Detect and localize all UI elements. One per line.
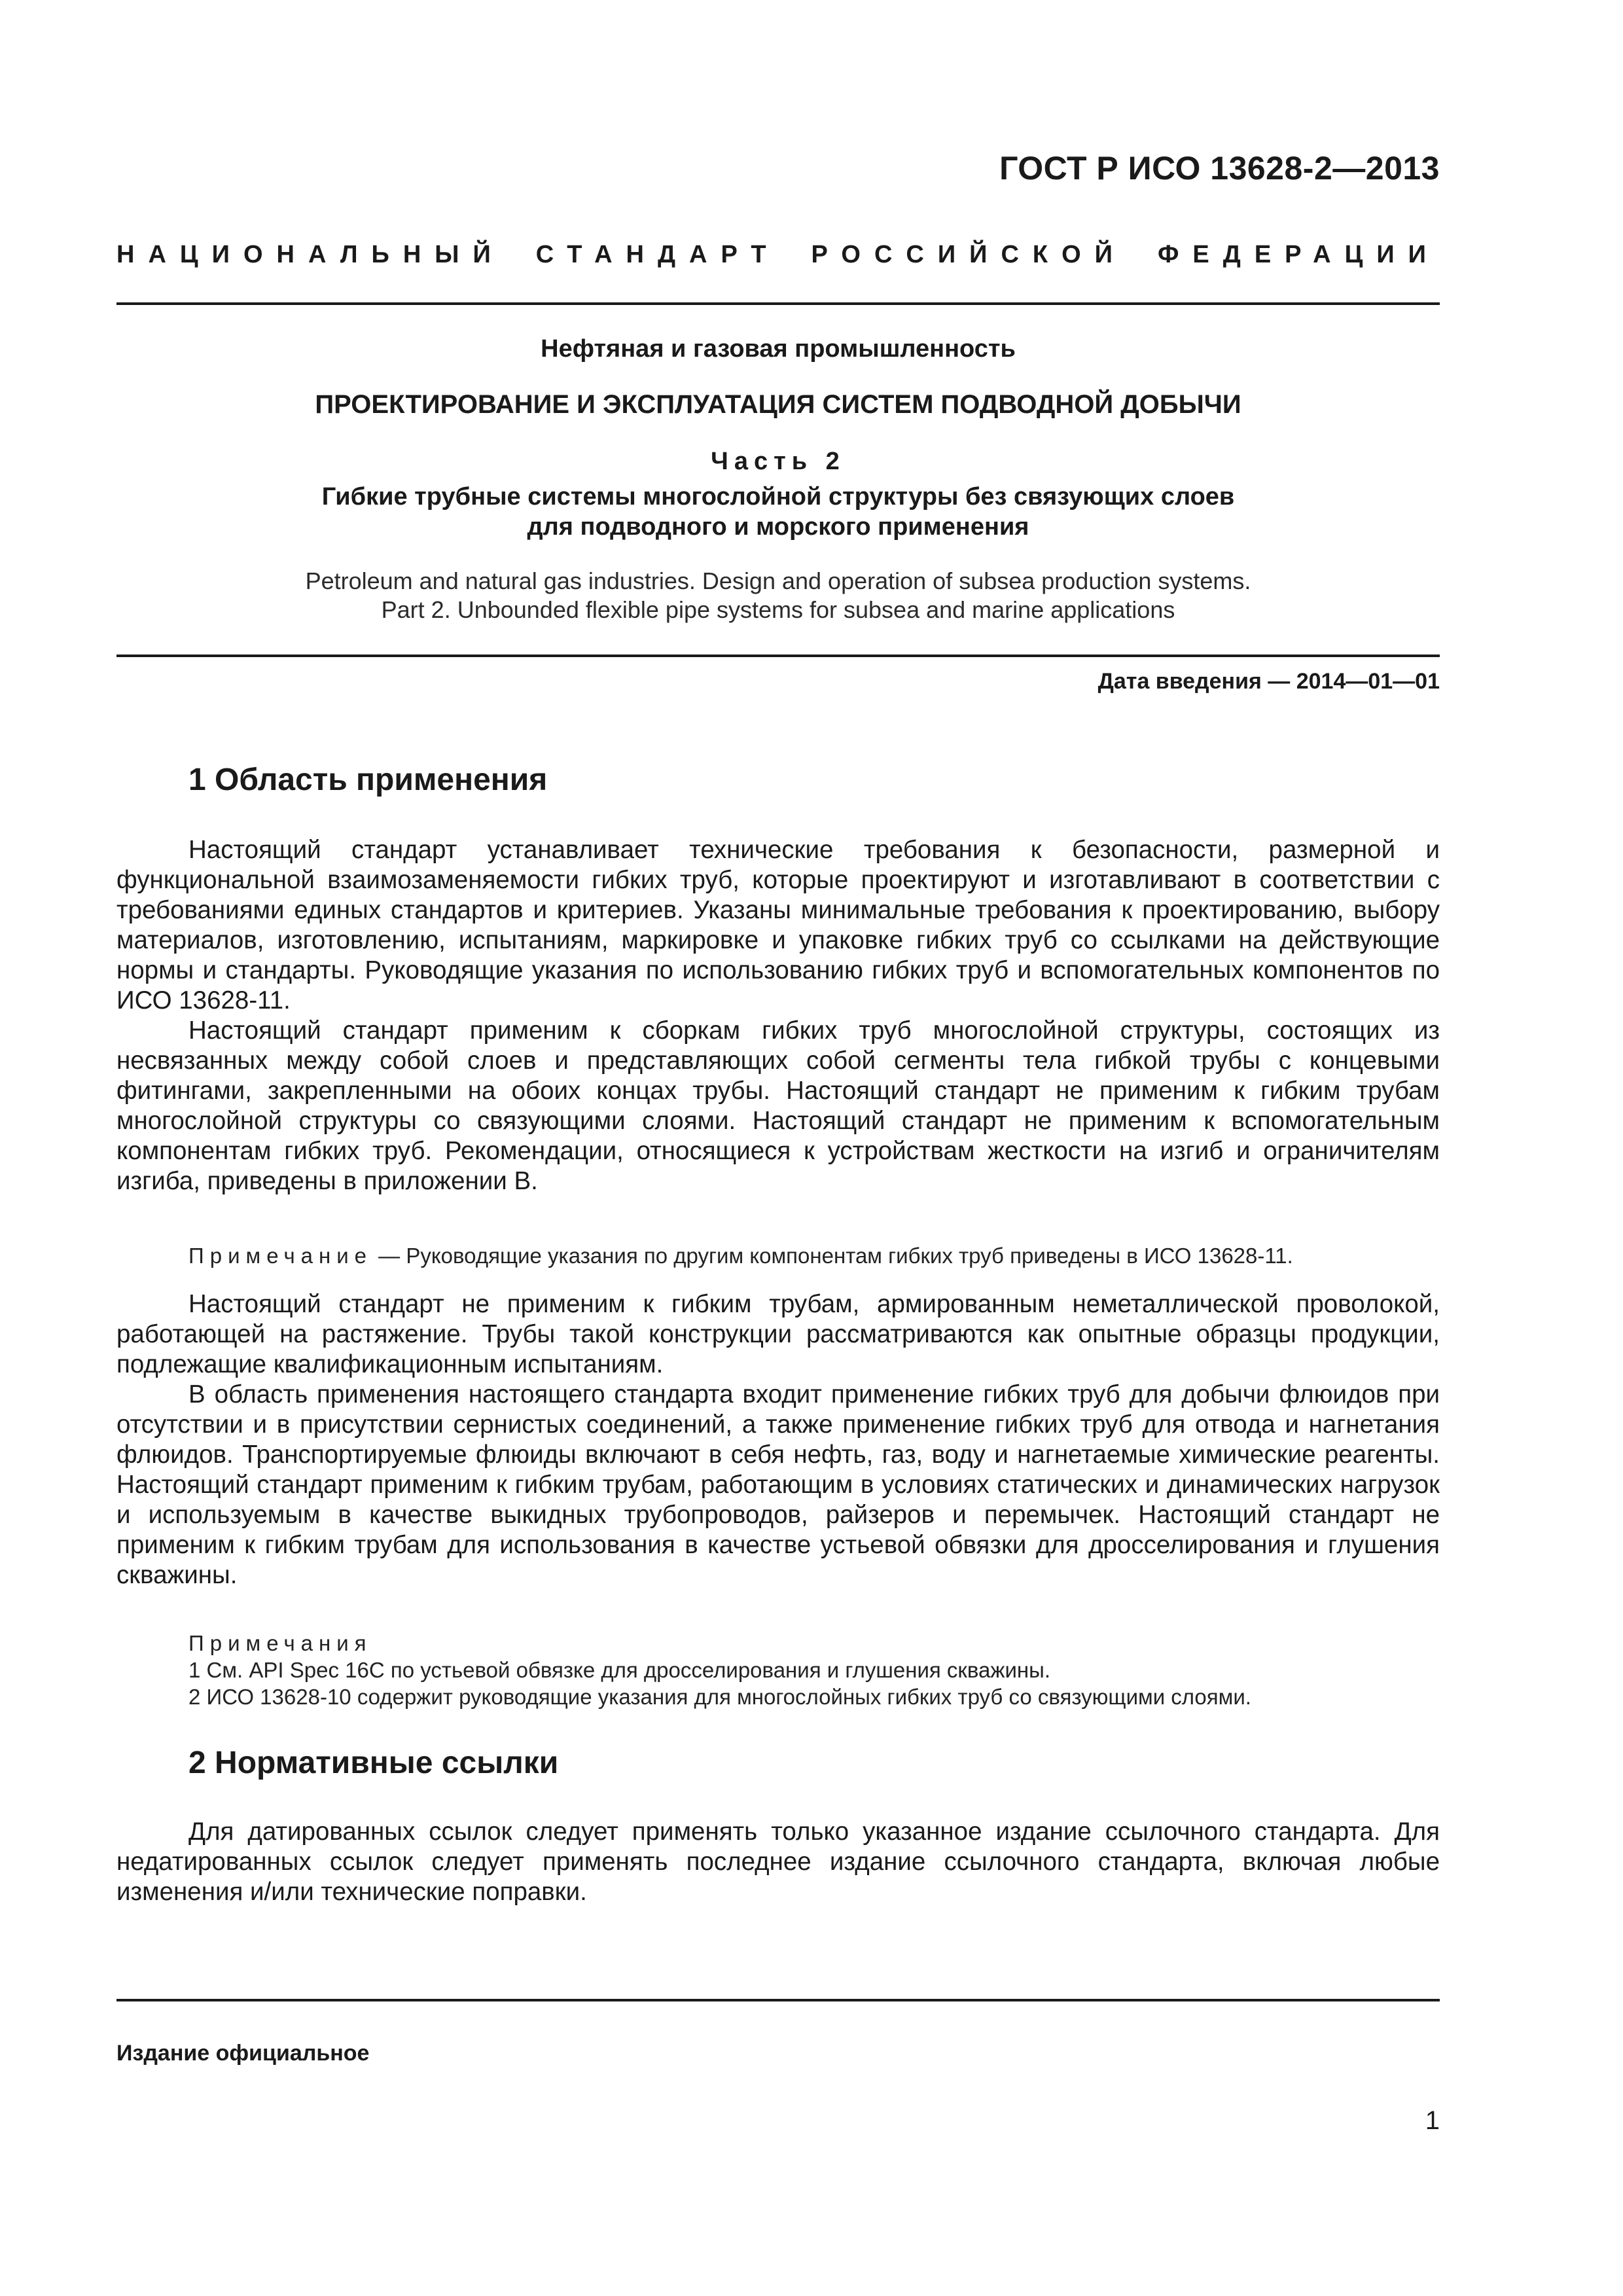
section-1-heading: 1 Область применения (188, 762, 548, 797)
document-subtitle (116, 482, 1440, 542)
page-number: 1 (1425, 2106, 1440, 2135)
section-2-paragraph-1: Для датированных ссылок следует применять только указанное издание ссылочного стандарта. Для недатированных ссылок следует применять последнее издание ссылочного стандарта, включая любые изменения и/или технические поправки. (116, 1818, 1440, 1906)
notes-label: Примечания (188, 1631, 372, 1655)
subtitle-line-2: для подводного и морского применения (527, 513, 1029, 541)
national-standard-banner: НАЦИОНАЛЬНЫЙ СТАНДАРТ РОССИЙСКОЙ ФЕДЕРАЦИИ (116, 241, 1440, 268)
title-divider (116, 655, 1440, 657)
note-item-1: 1 См. API Spec 16C по устьевой обвязке для дросселирования и глушения скважины. (188, 1658, 1051, 1682)
section-1-paragraph-4: В область применения настоящего стандарта входит применение гибких труб для добычи флюидов при отсутствии и в присутствии сернистых соединений, а также применение гибких труб для отвода и нагнетания флюидов. Транспортируемые флюиды включают в себя нефть, газ, воду и нагнетаемые химические реагенты. Настоящий стандарт применим к гибким трубам, работающим в условиях статических и динамических нагрузок и используемым в качестве выкидных трубопроводов, райзеров и перемычек. Настоящий стандарт не применим к гибким трубам для использования в качестве устьевой обвязки для дросселирования и глушения скважины. (116, 1380, 1440, 1589)
introduction-date: Дата введения — 2014—01—01 (1097, 669, 1440, 694)
footer-divider (116, 1999, 1440, 2001)
note-text: — Руководящие указания по другим компонентам гибких труб приведены в ИСО 13628-11. (372, 1244, 1293, 1268)
section-1-body-b (116, 1289, 1440, 1590)
section-1-paragraph-2: Настоящий стандарт применим к сборкам гибких труб многослойной структуры, состоящих из несвязанных между собой слоев и представляющих собой сегменты тела гибкой трубы с концевыми фитингами, закрепленными на обоих концах трубы. Настоящий стандарт не применим к гибким трубам многослойной структуры со связующими слоями. Настоящий стандарт не применим к вспомогательным компонентам гибких труб. Рекомендации, относящиеся к устройствам жесткости на изгиб и ограничителям изгиба, приведены в приложении В. (116, 1016, 1440, 1195)
document-title: ПРОЕКТИРОВАНИЕ И ЭКСПЛУАТАЦИЯ СИСТЕМ ПОДВОДНОЙ ДОБЫЧИ (315, 390, 1241, 419)
section-1-paragraph-3: Настоящий стандарт не применим к гибким трубам, армированным неметаллической проволокой, работающей на растяжение. Трубы такой конструкции рассматриваются как опытные образцы продукции, подлежащие квалификационным испытаниям. (116, 1290, 1440, 1378)
official-edition-label: Издание официальное (116, 2041, 370, 2066)
note-item-2: 2 ИСО 13628-10 содержит руководящие указания для многослойных гибких труб со связующими слоями. (188, 1685, 1251, 1709)
section-1-body-a (116, 835, 1440, 1196)
note-label: Примечание (188, 1244, 373, 1268)
section-2-heading: 2 Нормативные ссылки (188, 1746, 559, 1780)
section-1-paragraph-1: Настоящий стандарт устанавливает технические требования к безопасности, размерной и функциональной взаимозаменяемости гибких труб, которые проектируют и изготавливают в соответствии с требованиями единых стандартов и критериев. Указаны минимальные требования к проектированию, выбору материалов, изготовлению, испытаниям, маркировке и упаковке гибких труб со ссылками на действующие нормы и стандарты. Руководящие указания по использованию гибких труб и вспомогательных компонентов по ИСО 13628-11. (116, 836, 1440, 1014)
subtitle-line-1: Гибкие трубные системы многослойной структуры без связующих слоев (321, 483, 1235, 511)
english-title-line-1: Petroleum and natural gas industries. Design and operation of subsea production systems. (305, 567, 1251, 594)
section-1-note (188, 1242, 1440, 1269)
header-divider (116, 302, 1440, 305)
english-title (116, 567, 1440, 624)
part-label: Часть 2 (711, 448, 846, 475)
section-2-body (116, 1817, 1440, 1907)
industry-heading: Нефтяная и газовая промышленность (541, 335, 1016, 363)
section-1-notes-list (188, 1630, 1440, 1710)
standard-code: ГОСТ Р ИСО 13628-2—2013 (999, 150, 1440, 187)
english-title-line-2: Part 2. Unbounded flexible pipe systems for subsea and marine applications (381, 596, 1175, 623)
